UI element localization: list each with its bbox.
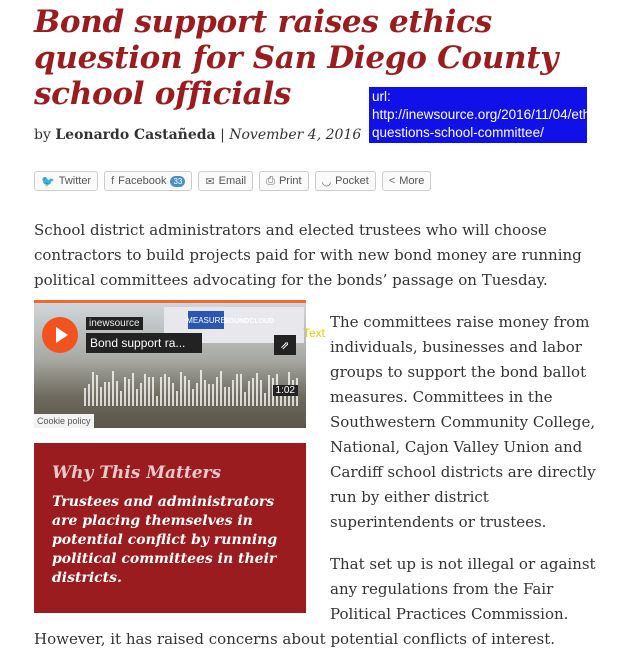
player-track-title[interactable]: Bond support ra... xyxy=(86,333,202,353)
waveform-bar xyxy=(176,391,178,406)
waveform-bar xyxy=(184,376,186,406)
waveform-bar xyxy=(144,374,146,406)
article-headline: Bond support raises ethics question for San Diego County school officials xyxy=(34,4,559,112)
waveform-bar xyxy=(84,388,86,406)
waveform-bar xyxy=(96,375,98,406)
url-annotation: url: http://inewsource.org/2016/11/04/ethic-questions-school-committee/ xyxy=(369,87,587,143)
waveform-bar xyxy=(116,381,118,406)
paragraph-intro: School district administrators and elected trustees who will choose contractors to build projects paid for with new bond money are running political committees advocating for the bonds’ passage on Tuesday. xyxy=(34,221,582,289)
player-share-icon[interactable]: ⇗ xyxy=(274,335,296,355)
twitter-icon: 🐦 xyxy=(41,175,55,188)
waveform-bar xyxy=(228,387,230,406)
waveform-bar xyxy=(192,389,194,406)
facebook-icon: f xyxy=(111,175,115,187)
waveform-bar xyxy=(100,387,102,406)
share-print-button[interactable] xyxy=(259,171,308,191)
share-bar xyxy=(34,171,431,191)
waveform-bar xyxy=(124,377,126,406)
facebook-label: Facebook xyxy=(118,175,167,187)
share-pocket-button[interactable] xyxy=(315,171,376,191)
waveform-bar xyxy=(200,370,202,406)
waveform-bar xyxy=(260,380,262,406)
waveform-bar xyxy=(108,382,110,406)
waveform-bar xyxy=(204,380,206,406)
waveform-bar xyxy=(168,377,170,406)
email-icon: ✉ xyxy=(205,175,215,188)
waveform-bar xyxy=(152,377,154,406)
twitter-label: Twitter xyxy=(58,175,92,187)
waveform-bar xyxy=(148,377,150,406)
waveform-bar xyxy=(188,380,190,406)
pocket-icon: ◡ xyxy=(321,175,332,188)
byline-separator: | xyxy=(220,127,225,143)
waveform-bar xyxy=(112,371,114,406)
waveform-bar xyxy=(196,383,198,406)
player-artwork-sign: MEASURE xyxy=(188,311,224,329)
waveform-bar xyxy=(208,384,210,406)
waveform-bar xyxy=(268,375,270,406)
waveform-bar xyxy=(224,387,226,406)
share-icon: < xyxy=(388,175,396,187)
waveform-bar xyxy=(120,391,122,406)
waveform-bar xyxy=(172,383,174,406)
byline-prefix: by xyxy=(34,127,51,143)
waveform-bar xyxy=(160,377,162,406)
more-label: More xyxy=(399,175,425,187)
waveform-bar xyxy=(240,374,242,406)
waveform-bar xyxy=(180,372,182,406)
facebook-count-badge: 33 xyxy=(170,176,185,187)
paragraph-concerns: However, it has raised concerns about potential conflicts of interest. xyxy=(34,630,556,648)
print-icon: ⎙ xyxy=(266,174,275,187)
track-duration: 1:02 xyxy=(273,385,298,396)
share-facebook-button[interactable] xyxy=(104,171,192,191)
soundcloud-logo[interactable]: SOUNDCLOUD xyxy=(224,318,275,325)
waveform-bar xyxy=(252,378,254,406)
waveform-bar xyxy=(164,374,166,406)
email-label: Email xyxy=(218,175,247,187)
print-label: Print xyxy=(278,175,302,187)
waveform-bar xyxy=(248,381,250,406)
pocket-label: Pocket xyxy=(335,175,369,187)
share-more-button[interactable] xyxy=(382,171,432,191)
why-this-matters-box xyxy=(34,443,306,613)
waveform-bar xyxy=(244,392,246,407)
waveform-bar xyxy=(220,371,222,406)
waveform-bar xyxy=(232,380,234,406)
why-body: Trustees and administrators are placing themselves in potential conflict by running political committees in their districts. xyxy=(52,494,278,586)
publish-date: November 4, 2016 xyxy=(229,127,362,143)
waveform-bar xyxy=(236,374,238,406)
waveform-bar xyxy=(88,384,90,406)
byline xyxy=(34,127,361,143)
cookie-policy-link[interactable]: Cookie policy xyxy=(34,414,94,428)
paragraph-committees: The committees raise money from individuals, businesses and labor groups to support the bond ballot measures. Committees in the Southwestern Community College, National, Cajon Valley Union and Cardiff school districts are directly run by either district superintendents or trustees. xyxy=(330,313,596,531)
waveform-bar xyxy=(132,373,134,406)
waveform-bar xyxy=(216,377,218,406)
paragraph-not-illegal: That set up is not illegal or against any regulations from the Fair Political Practices Commission. xyxy=(330,555,596,623)
overlay-text-label: Text xyxy=(303,326,326,340)
waveform-bar xyxy=(212,384,214,406)
waveform-bar xyxy=(156,396,158,406)
waveform-bar xyxy=(264,393,266,406)
soundcloud-player[interactable] xyxy=(34,300,306,428)
waveform-bar xyxy=(128,379,130,406)
waveform[interactable] xyxy=(84,366,302,406)
player-user[interactable]: inewsource xyxy=(86,317,143,330)
waveform-bar xyxy=(92,372,94,406)
share-email-button[interactable] xyxy=(198,171,253,191)
waveform-bar xyxy=(140,383,142,406)
waveform-bar xyxy=(256,373,258,406)
play-button[interactable] xyxy=(42,317,78,353)
author-link[interactable]: Leonardo Castañeda xyxy=(55,127,216,143)
why-heading: Why This Matters xyxy=(52,463,222,483)
waveform-bar xyxy=(104,382,106,406)
waveform-bar xyxy=(136,389,138,406)
share-twitter-button[interactable] xyxy=(34,171,98,191)
